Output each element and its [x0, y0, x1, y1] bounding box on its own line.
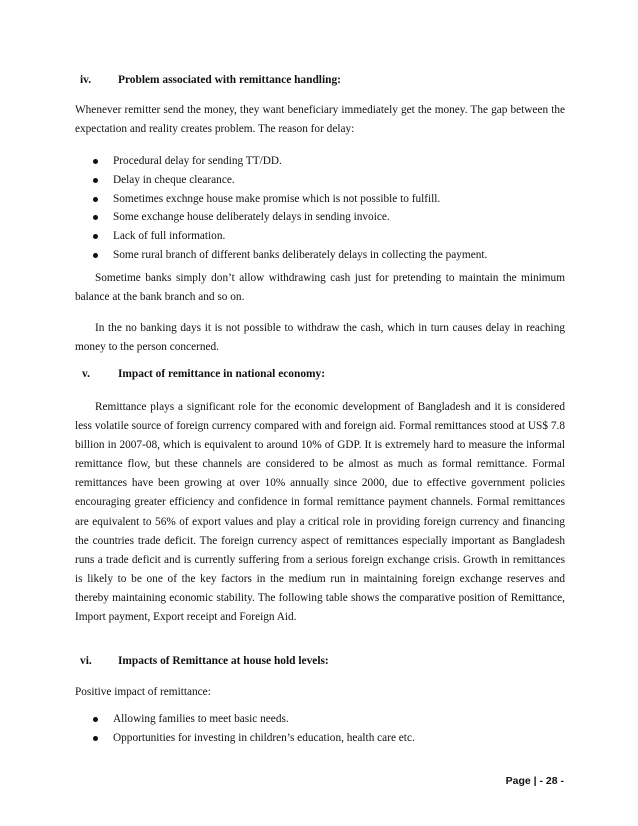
section-iv-intro: Whenever remitter send the money, they want beneficiary immediately get the money. The gap between the expectation and reality creates problem. The reason for delay:	[75, 104, 565, 136]
bullet-icon	[93, 736, 98, 741]
section-v-title: Impact of remittance in national economy:	[118, 368, 326, 380]
bullet-icon	[93, 159, 98, 164]
list-item: Procedural delay for sending TT/DD.	[75, 152, 487, 171]
list-item: Some rural branch of different banks deliberately delays in collecting the payment.	[75, 246, 487, 265]
withdraw-paragraph: Sometime banks simply don’t allow withdrawing cash just for pretending to maintain the minimum balance at the bank branch and so on.	[75, 272, 565, 304]
list-item: Sometimes exchnge house make promise which is not possible to fulfill.	[75, 190, 487, 209]
delay-reasons-list	[75, 152, 487, 265]
household-impacts-list	[75, 710, 415, 748]
bullet-icon	[93, 253, 98, 258]
no-banking-paragraph: In the no banking days it is not possible to withdraw the cash, which in turn causes delay in reaching money to the person concerned.	[75, 322, 565, 354]
section-v-body: Remittance plays a significant role for the economic development of Bangladesh and it is considered less volatile source of foreign currency compared with and foreign aid. Formal remittances stood at US$ 7.8 billion in 2007-08, which is equivalent to around 10% of GDP. It is extremely hard to measure the informal remittance flow, but these channels are considered to be almost as much as formal remittance. Formal remittances have been growing at over 10% annually since 2000, due to effective government policies encouraging greater efficiency and confidence in formal remittance payment channels. Formal remittances are equivalent to 56% of export values and play a critical role in providing foreign currency and financing the countries trade deficit. The foreign currency aspect of remittances especially important as Bangladesh runs a trade deficit and is currently suffering from a serious foreign exchange crisis. Growth in remittances is likely to be one of the key factors in the medium run in maintaining foreign exchange reserves and thereby maintaining economic stability. The following table shows the comparative position of Remittance, Import payment, Export receipt and Foreign Aid.	[75, 401, 565, 624]
section-iv-title: Problem associated with remittance handling:	[118, 74, 341, 86]
bullet-icon	[93, 717, 98, 722]
section-vi-heading	[80, 655, 329, 667]
section-vi-title: Impacts of Remittance at house hold levels:	[118, 655, 329, 667]
bullet-icon	[93, 234, 98, 239]
section-v-heading	[82, 368, 325, 380]
list-item: Some exchange house deliberately delays in sending invoice.	[75, 208, 487, 227]
bullet-icon	[93, 178, 98, 183]
bullet-icon	[93, 197, 98, 202]
page-number: Page | - 28 -	[505, 775, 564, 787]
section-iv-number: iv.	[80, 74, 92, 86]
list-item: Delay in cheque clearance.	[75, 171, 487, 190]
section-iv-heading	[80, 74, 341, 86]
section-vi-number: vi.	[80, 655, 92, 667]
section-vi-intro: Positive impact of remittance:	[75, 686, 211, 698]
list-item: Allowing families to meet basic needs.	[75, 710, 415, 729]
section-v-number: v.	[82, 368, 90, 380]
bullet-icon	[93, 215, 98, 220]
list-item: Opportunities for investing in children’s education, health care etc.	[75, 729, 415, 748]
list-item: Lack of full information.	[75, 227, 487, 246]
